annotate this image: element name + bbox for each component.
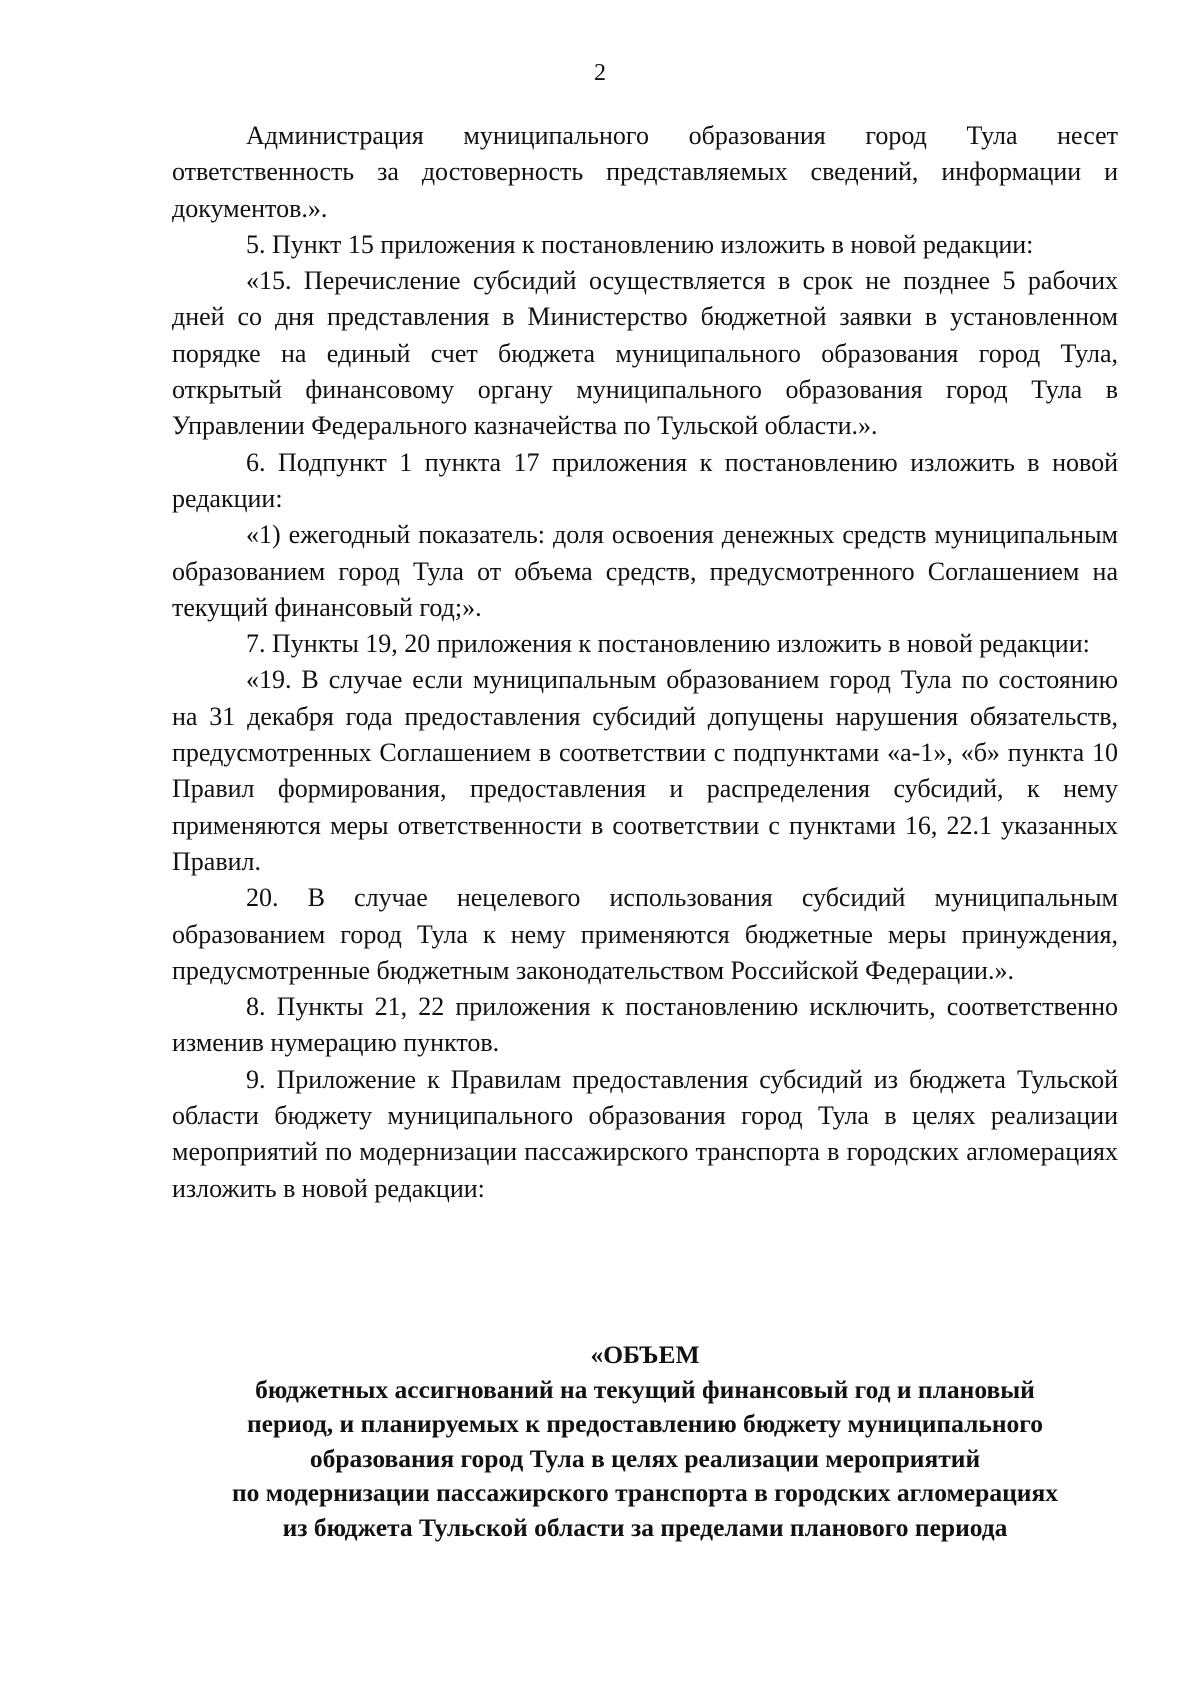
paragraph: 9. Приложение к Правилам предоставления субсидий из бюджета Тульской области бюджету муниципального образования город Тула в целях реализации мероприятий по модернизации пассажирского транспорта в городских агломерациях изложить в новой редакции: bbox=[172, 1064, 1118, 1203]
heading-line: бюджетных ассигнований на текущий финансовый год и плановый bbox=[255, 1374, 1035, 1404]
document-body bbox=[172, 118, 1118, 1207]
paragraph: 5. Пункт 15 приложения к постановлению изложить в новой редакции: bbox=[246, 229, 1034, 259]
heading-line: образования город Тула в целях реализации мероприятий bbox=[309, 1443, 981, 1473]
paragraph: 20. В случае нецелевого использования субсидий муниципальным образованием город Тула к нему применяются бюджетные меры принуждения, предусмотренные бюджетным законодательством Российской Федерации.». bbox=[172, 883, 1118, 985]
paragraph: 6. Подпункт 1 пункта 17 приложения к постановлению изложить в новой редакции: bbox=[172, 447, 1118, 513]
paragraph: «1) ежегодный показатель: доля освоения денежных средств муниципальным образованием город Тула от объема средств, предусмотренного Соглашением на текущий финансовый год;». bbox=[172, 520, 1118, 622]
paragraph: «19. В случае если муниципальным образованием город Тула по состоянию на 31 декабря года предоставления субсидий допущены нарушения обязательств, предусмотренных Соглашением в соответствии с подпунктами «а-1», «б» пункта 10 Правил формирования, предоставления и распределения субсидий, к нему применяются меры ответственности в соответствии с пунктами 16, 22.1 указанных Правил. bbox=[172, 665, 1118, 876]
page-number: 2 bbox=[594, 60, 606, 86]
heading-line: из бюджета Тульской области за пределами планового периода bbox=[282, 1512, 1008, 1542]
paragraph: 7. Пункты 19, 20 приложения к постановлению изложить в новой редакции: bbox=[246, 629, 1090, 659]
heading-line: период, и планируемых к предоставлению бюджету муниципального bbox=[246, 1409, 1044, 1438]
heading-title: «ОБЪЕМ bbox=[590, 1340, 700, 1369]
paragraph: «15. Перечисление субсидий осуществляется в срок не позднее 5 рабочих дней со дня представления в Министерство бюджетной заявки в установленном порядке на единый счет бюджета муниципального образования город Тула, открытый финансовому органу муниципального образования город Тула в Управлении Федерального казначейства по Тульской области.». bbox=[172, 266, 1118, 441]
paragraph: 8. Пункты 21, 22 приложения к постановлению исключить, соответственно изменив нумерацию пунктов. bbox=[172, 992, 1118, 1058]
heading-line: по модернизации пассажирского транспорта в городских агломерациях bbox=[231, 1478, 1059, 1507]
paragraph: Администрация муниципального образования город Тула несет ответственность за достоверность представляемых сведений, информации и документов.». bbox=[172, 121, 1118, 223]
section-heading bbox=[160, 1338, 1130, 1545]
